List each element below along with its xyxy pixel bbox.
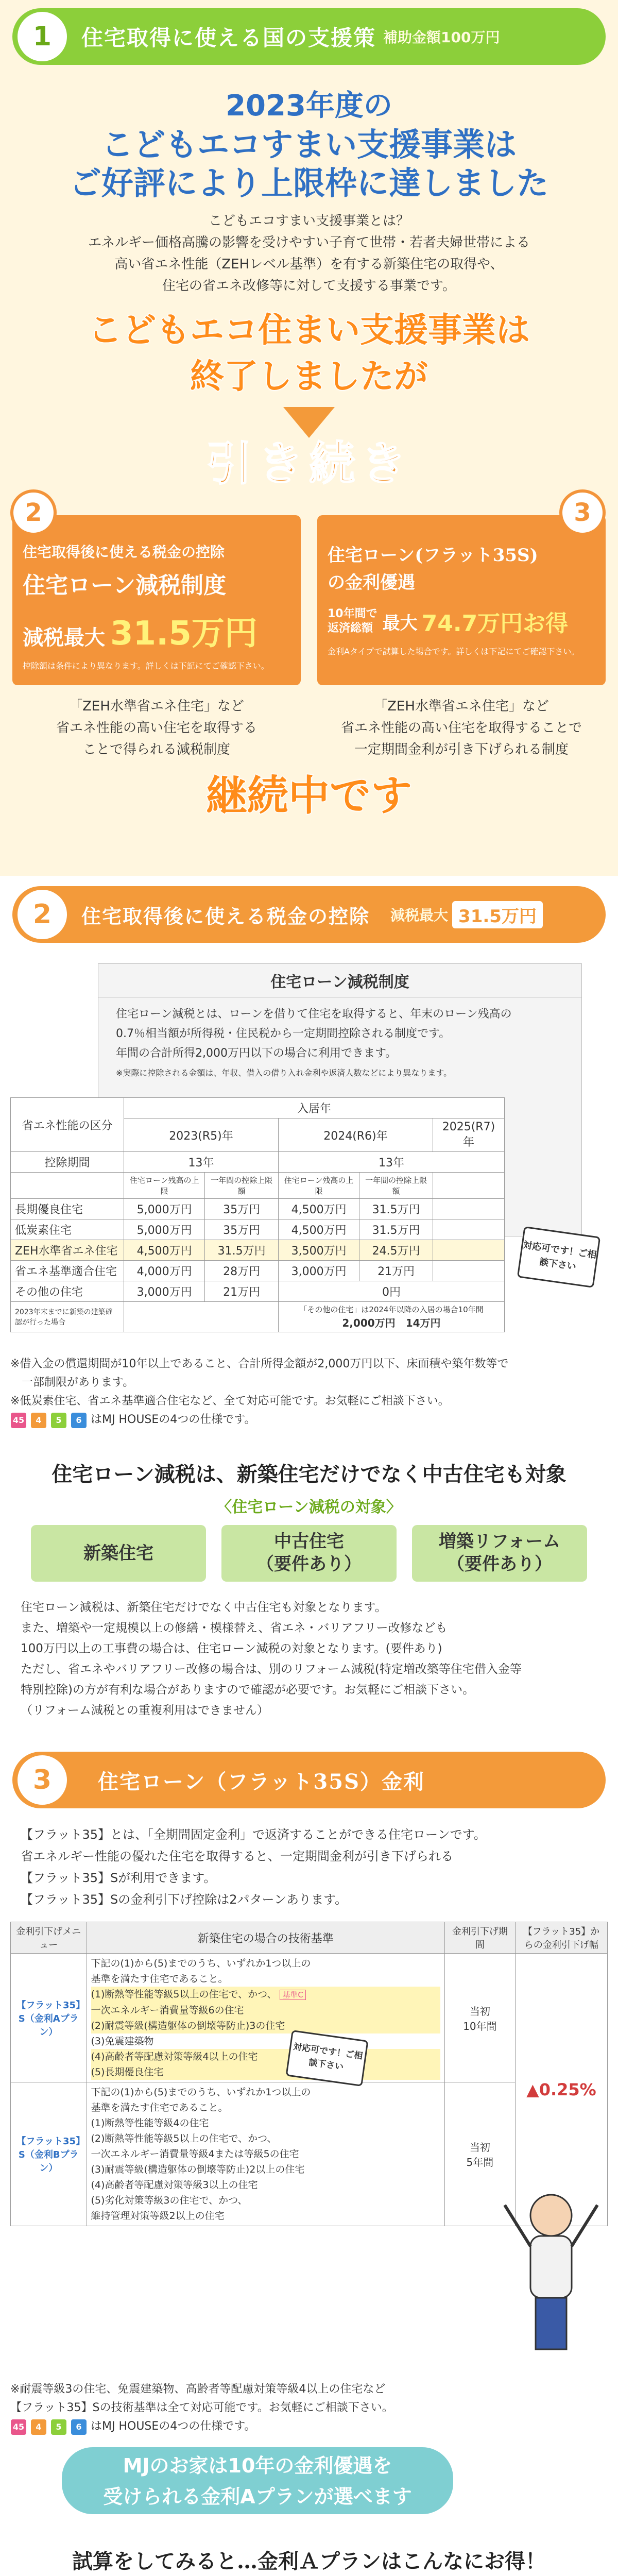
tax-period-2023: 13年 bbox=[124, 1152, 279, 1173]
flat35-notes-2: 【フラット35】Sの技術基準は全て対応可能です。お気軽にご相談下さい。 bbox=[10, 2401, 393, 2414]
row-name: 長期優良住宅 bbox=[11, 1199, 124, 1219]
card-flat35-below bbox=[317, 696, 606, 760]
plan-b-period-2: 5年間 bbox=[466, 2156, 494, 2168]
ended-line-1: こどもエコ住まい支援事業は bbox=[88, 310, 530, 350]
plan-a-line-highlight bbox=[91, 1987, 440, 2003]
tax-intro-note: ※実際に控除される金額は、年収、借入の借り入れ金利や返済人数などにより異なります。 bbox=[116, 1068, 452, 1078]
loan-target-desc-4: ただし、省エネやバリアフリー改修の場合は、別のリフォーム減税(特定増改築等住宅借入金等 bbox=[21, 1663, 522, 1676]
tax-col-2024: 2024(R6)年 bbox=[278, 1118, 433, 1152]
plan-a-line: (4)高齢者等配慮対策等級4以上の住宅 bbox=[91, 2049, 440, 2064]
loan-target-desc bbox=[21, 1597, 597, 1721]
tax-col-2023: 2023(R5)年 bbox=[124, 1118, 279, 1152]
row-max-2023: 21万円 bbox=[205, 1281, 279, 1302]
row-max-2023: 31.5万円 bbox=[205, 1240, 279, 1261]
section-3-number: 3 bbox=[18, 1755, 67, 1805]
flat35-th-menu: 金利引下げメニュー bbox=[11, 1922, 87, 1954]
tax-notes bbox=[10, 1355, 608, 1429]
section-3-header bbox=[12, 1752, 606, 1808]
plan-b-line: (1)断熱等性能等級4の住宅 bbox=[91, 2117, 209, 2129]
row-max-2024: 24.5万円 bbox=[359, 1240, 433, 1261]
row-name: その他の住宅 bbox=[11, 1281, 124, 1302]
tax-col-limit-2023: 住宅ローン残高の上限 bbox=[124, 1173, 205, 1199]
section-2-header bbox=[12, 886, 606, 943]
tax-col-period: 控除期間 bbox=[11, 1152, 124, 1173]
row-other-note3: 2,000万円 bbox=[342, 1317, 396, 1329]
plan-b-line: 一次エネルギー消費量等級4または等級5の住宅 bbox=[91, 2148, 299, 2160]
standard-tag: 基準C bbox=[280, 1990, 305, 2000]
section-2-title: 住宅取得後に使える税金の控除 bbox=[81, 904, 370, 928]
row-other-note4: 14万円 bbox=[405, 1317, 441, 1329]
card-tax-below-2: 省エネ性能の高い住宅を取得する bbox=[56, 720, 257, 736]
plan-b-line: (5)劣化対策等級3の住宅で、かつ、 bbox=[91, 2195, 248, 2206]
card-tax-below-1: 「ZEH水準省エネ住宅」など bbox=[69, 699, 244, 714]
flat35-intro-1: 【フラット35】とは、「全期間固定金利」で返済することができる住宅ローンです。 bbox=[21, 1827, 486, 1842]
plan-a-line: (5)長期優良住宅 bbox=[91, 2064, 440, 2080]
card-tax-line2: 住宅ローン減税制度 bbox=[23, 572, 227, 599]
row-limit-2024: 3,500万円 bbox=[278, 1240, 359, 1261]
row-name: 低炭素住宅 bbox=[11, 1219, 124, 1240]
card-tax-reduction bbox=[12, 515, 301, 685]
row-max-2024: 31.5万円 bbox=[359, 1199, 433, 1219]
card-flat35-amount: 74.7万円お得 bbox=[421, 611, 569, 637]
tax-notes-2: 一部制限があります。 bbox=[22, 1376, 134, 1389]
tax-table-title: 住宅ローン減税制度 bbox=[98, 964, 581, 997]
section-3-title: 住宅ローン（フラット35S）金利 bbox=[98, 1769, 425, 1794]
card-flat35-note: 金利Aタイプで試算した場合です。詳しくは下記にてご確認下さい。 bbox=[328, 647, 580, 656]
section-1-subtitle: 補助金額100万円 bbox=[383, 29, 500, 46]
section-1-title: 住宅取得に使える国の支援策 bbox=[81, 25, 376, 50]
row-limit-2024: 4,500万円 bbox=[278, 1199, 359, 1219]
loan-target-reform-2: （要件あり） bbox=[447, 1554, 552, 1574]
table-row bbox=[11, 1219, 505, 1240]
row-other-note: 2023年末までに新築の建築確認が行った場合 bbox=[11, 1302, 124, 1332]
flat35-intro-2: 省エネルギー性能の優れた住宅を取得すると、一定期間金利が引き下げられる bbox=[21, 1849, 453, 1863]
plan-a-line: (1)断熱等性能等級5以上の住宅で、かつ、 bbox=[91, 1989, 277, 2000]
flat35-plan-a: 【フラット35】S（金利Aプラン） bbox=[11, 1954, 87, 2082]
card-flat35-below-2: 省エネ性能の高い住宅を取得することで bbox=[340, 720, 582, 736]
plan-b-line: (4)高齢者等配慮対策等級3以上の住宅 bbox=[91, 2179, 258, 2191]
plan-a-line: (3)免震建築物 bbox=[91, 2036, 154, 2047]
flat35-tags-note: はMJ HOUSEの4つの仕様です。 bbox=[91, 2420, 256, 2433]
row-limit-2024: 0円 bbox=[278, 1281, 504, 1302]
card-tax-below-3: ことで得られる減税制度 bbox=[82, 742, 230, 757]
program-desc-2: 高い省エネ性能（ZEHレベル基準）を有する新築住宅の取得や、 bbox=[114, 257, 504, 272]
row-max-2024: 31.5万円 bbox=[359, 1219, 433, 1240]
plan-a-period-2: 10年間 bbox=[463, 2020, 497, 2032]
flat35-bubble-2: 受けられる金利Aプランが選べます bbox=[103, 2485, 412, 2508]
plan-a-line: 一次エネルギー消費量等級6の住宅 bbox=[91, 2003, 440, 2018]
headline-year: 2023年度の bbox=[226, 89, 392, 123]
tax-col-max-2023: 一年間の控除上限額 bbox=[205, 1173, 279, 1199]
plan-b-line: (2)断熱等性能等級5以上の住宅で、かつ、 bbox=[91, 2133, 277, 2144]
flat35-notes-1: ※耐震等級3の住宅、免震建築物、高齢者等配慮対策等級4以上の住宅など bbox=[10, 2383, 386, 2396]
row-limit-2024: 4,500万円 bbox=[278, 1219, 359, 1240]
loan-target-desc-2: また、増築や一定規模以上の修繕・模様替え、省エネ・バリアフリー改修なども bbox=[21, 1621, 448, 1635]
row-max-2024: 21万円 bbox=[359, 1261, 433, 1281]
card-flat35-below-1: 「ZEH水準省エネ住宅」など bbox=[374, 699, 549, 714]
headline-program: こどもエコすまい支援事業は bbox=[101, 126, 517, 163]
continuing-label: 継続中です bbox=[206, 772, 412, 820]
flat35-notes bbox=[10, 2380, 474, 2436]
tax-notes-1: ※借入金の償還期間が10年以上であること、合計所得金額が2,000万円以下、床面積や築年数等で bbox=[10, 1358, 509, 1370]
row-limit-2023: 3,000万円 bbox=[124, 1281, 205, 1302]
plan-b-line: 基準を満たす住宅であること。 bbox=[91, 2102, 228, 2113]
row-limit-2024: 3,000万円 bbox=[278, 1261, 359, 1281]
person-illustration-icon bbox=[494, 2184, 608, 2360]
ended-line-2: 終了しましたが bbox=[190, 357, 428, 396]
tax-col-residence: 入居年 bbox=[124, 1098, 505, 1118]
program-question: こどもエコすまい支援事業とは？ bbox=[208, 213, 409, 229]
section-1-number: 1 bbox=[18, 12, 67, 61]
tag-45: 45 bbox=[11, 2419, 26, 2435]
loan-target-reform-1: 増築リフォーム bbox=[438, 1531, 561, 1552]
section-2-amount: 31.5万円 bbox=[452, 901, 543, 928]
card-tax-line1: 住宅取得後に使える税金の控除 bbox=[23, 544, 225, 561]
card-flat35-line2: の金利優遇 bbox=[328, 572, 415, 593]
card-tax-amount: 31.5万円 bbox=[110, 615, 258, 653]
row-limit-2023: 5,000万円 bbox=[124, 1219, 205, 1240]
tax-notes-3: ※低炭素住宅、省エネ基準適合住宅など、全て対応可能です。お気軽にご相談下さい。 bbox=[10, 1395, 450, 1408]
tag-5: 5 bbox=[51, 2419, 66, 2435]
card-flat35-line1: 住宅ローン(フラット35S) bbox=[328, 545, 538, 566]
table-row bbox=[11, 1281, 505, 1302]
row-name: 省エネ基準適合住宅 bbox=[11, 1261, 124, 1281]
flat35-th-standard: 新築住宅の場合の技術基準 bbox=[87, 1922, 444, 1954]
loan-target-new: 新築住宅 bbox=[31, 1525, 206, 1582]
plan-a-line: (2)耐震等級(構造躯体の倒壊等防止)3の住宅 bbox=[91, 2018, 440, 2033]
continues-label: 引き続き bbox=[206, 436, 412, 491]
card-flat35-line3a: 10年間で bbox=[328, 607, 377, 620]
table-row bbox=[11, 1199, 505, 1219]
flat35-th-period: 金利引下げ期間 bbox=[444, 1922, 515, 1954]
tax-intro-3: 年間の合計所得2,000万円以下の場合に利用できます。 bbox=[116, 1047, 397, 1060]
card-tax-note: 控除額は条件により異なります。詳しくは下記にてご確認下さい。 bbox=[23, 661, 269, 671]
section-2-subtitle: 減税最大 bbox=[390, 907, 449, 924]
plan-a-line: 基準を満たす住宅であること。 bbox=[91, 1973, 228, 1985]
plan-a-period-1: 当初 bbox=[469, 2005, 490, 2018]
loan-target-reform bbox=[412, 1525, 587, 1582]
tag-6: 6 bbox=[71, 2419, 87, 2435]
simulation-heading: 試算をしてみると…金利Ａプランはこんなにお得！ bbox=[72, 2549, 546, 2573]
tax-intro-1: 住宅ローン減税とは、ローンを借りて住宅を取得すると、年末のローン残高の bbox=[116, 1008, 512, 1021]
tax-col-max-2024: 一年間の控除上限額 bbox=[359, 1173, 433, 1199]
loan-target-used-2: （要件あり） bbox=[256, 1554, 362, 1574]
row-max-2023: 35万円 bbox=[205, 1219, 279, 1240]
row-name: ZEH水準省エネ住宅 bbox=[11, 1240, 124, 1261]
row-max-2023: 35万円 bbox=[205, 1199, 279, 1219]
flat35-callout: 対応可です！ご相談下さい bbox=[285, 2030, 368, 2087]
card-flat35-number: 3 bbox=[559, 489, 606, 536]
table-row bbox=[11, 1240, 505, 1261]
tax-col-limit-2024: 住宅ローン残高の上限 bbox=[278, 1173, 359, 1199]
plan-b-period-1: 当初 bbox=[469, 2141, 490, 2154]
tag-4: 4 bbox=[31, 1413, 46, 1428]
flat35-rate: ▲0.25% bbox=[515, 1954, 607, 2226]
tags-note: はMJ HOUSEの4つの仕様です。 bbox=[91, 1413, 256, 1426]
tax-table bbox=[10, 1097, 505, 1332]
flat35-bubble bbox=[62, 2447, 453, 2514]
card-tax-number: 2 bbox=[10, 489, 57, 536]
tag-5: 5 bbox=[51, 1413, 66, 1428]
section-2-number: 2 bbox=[18, 890, 67, 939]
flat35-bubble-1: MJのお家は10年の金利優遇を bbox=[123, 2454, 392, 2477]
section-1-header bbox=[12, 8, 606, 65]
tax-col-2025: 2025(R7)年 bbox=[433, 1118, 504, 1152]
tax-period-2024: 13年 bbox=[278, 1152, 504, 1173]
loan-target-desc-1: 住宅ローン減税は、新築住宅だけでなく中古住宅も対象となります。 bbox=[21, 1601, 387, 1614]
program-desc-3: 住宅の省エネ改修等に対して支援する事業です。 bbox=[162, 278, 456, 294]
row-limit-2023: 4,500万円 bbox=[124, 1240, 205, 1261]
flat35-plan-b: 【フラット35】S（金利Bプラン） bbox=[11, 2082, 87, 2226]
row-limit-2023: 4,000万円 bbox=[124, 1261, 205, 1281]
plan-b-line: 下記の(1)から(5)までのうち、いずれか1つ以上の bbox=[91, 2087, 311, 2098]
flat35-th-rate: 【フラット35】からの金利引下げ幅 bbox=[515, 1922, 607, 1954]
plan-b-line: 維持管理対策等級2以上の住宅 bbox=[91, 2210, 225, 2222]
card-flat35-below-3: 一定期間金利が引き下げられる制度 bbox=[354, 742, 569, 757]
flat35-intro bbox=[21, 1824, 597, 1910]
tag-45: 45 bbox=[11, 1413, 26, 1428]
card-flat35 bbox=[317, 515, 606, 685]
tax-col-perf: 省エネ性能の区分 bbox=[11, 1098, 124, 1152]
tag-6: 6 bbox=[71, 1413, 87, 1428]
table-row bbox=[11, 1261, 505, 1281]
flat35-intro-4: 【フラット35】Sの金利引下げ控除は2パターンあります。 bbox=[21, 1892, 348, 1907]
headline-limit: ご好評により上限枠に達しました bbox=[69, 164, 548, 202]
tag-4: 4 bbox=[31, 2419, 46, 2435]
loan-target-desc-5: 特別控除)の方が有利な場合がありますので確認が必要です。お気軽にご相談下さい。 bbox=[21, 1683, 475, 1697]
loan-target-desc-6: （リフォーム減税との重複利用はできません） bbox=[21, 1704, 269, 1717]
tax-intro-2: 0.7％相当額が所得税・住民税から一定期間控除される制度です。 bbox=[116, 1027, 451, 1040]
plan-a-line: 下記の(1)から(5)までのうち、いずれか1つ以上の bbox=[91, 1958, 311, 1969]
loan-target-used bbox=[221, 1525, 397, 1582]
loan-target-used-1: 中古住宅 bbox=[274, 1531, 344, 1552]
program-desc-1: エネルギー価格高騰の影響を受けやすい子育て世帯・若者夫婦世帯による bbox=[88, 235, 530, 250]
card-flat35-line3b: 返済総額 bbox=[328, 622, 373, 635]
card-tax-below bbox=[12, 696, 301, 760]
loan-target-desc-3: 100万円以上の工事費の場合は、住宅ローン減税の対象となります。(要件あり) bbox=[21, 1642, 442, 1655]
row-limit-2023: 5,000万円 bbox=[124, 1199, 205, 1219]
flat35-intro-3: 【フラット35】Sが利用できます。 bbox=[21, 1871, 216, 1885]
tax-callout: 対応可です！ご相談下さい bbox=[517, 1226, 600, 1288]
row-max-2023: 28万円 bbox=[205, 1261, 279, 1281]
row-other-note2: 「その他の住宅」は2024年以降の入居の場合10年間 bbox=[299, 1305, 484, 1314]
card-flat35-line3c: 最大 bbox=[382, 613, 418, 634]
loan-target-heading: 住宅ローン減税は、新築住宅だけでなく中古住宅も対象 bbox=[52, 1462, 566, 1486]
loan-target-sub: 〈住宅ローン減税の対象〉 bbox=[216, 1498, 402, 1516]
card-tax-line3: 減税最大 bbox=[23, 626, 105, 650]
plan-b-line: (3)耐震等級(構造躯体の倒壊等防止)2以上の住宅 bbox=[91, 2164, 305, 2175]
